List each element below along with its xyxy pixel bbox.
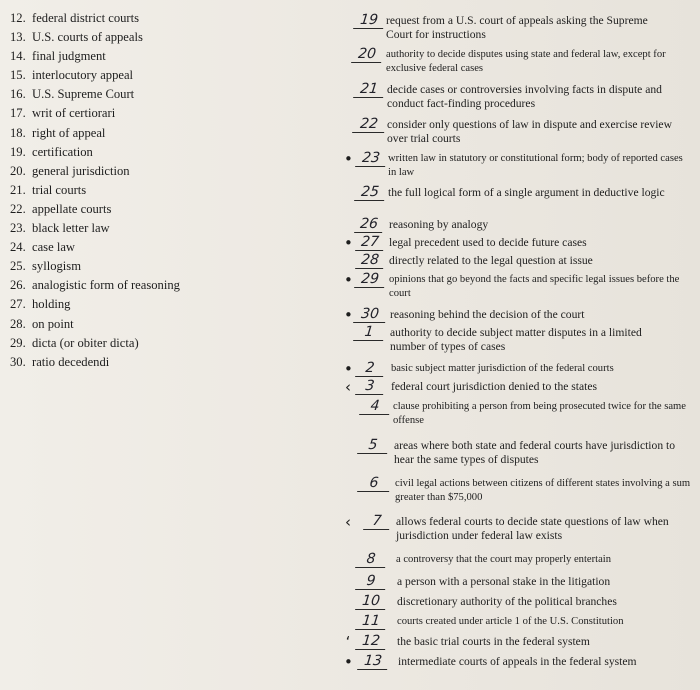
definition-text: written law in statutory or constitutional form; body of reported cases in law (388, 153, 683, 178)
term-label: dicta (or obiter dicta) (32, 335, 139, 350)
term-number: 20. (10, 163, 26, 178)
terms-list (10, 9, 230, 372)
term-number: 16. (10, 87, 26, 102)
handwritten-answer: 3 (355, 378, 385, 395)
term-item (10, 66, 230, 85)
definition-text: legal precedent used to decide future cases (389, 236, 587, 249)
margin-mark: • (344, 306, 353, 324)
term-number: 28. (10, 316, 26, 331)
term-number: 17. (10, 106, 26, 121)
term-item (10, 334, 230, 353)
term-number: 30. (10, 354, 26, 369)
definition-text: reasoning by analogy (389, 218, 489, 231)
handwritten-answer: 25 (354, 184, 386, 201)
handwritten-answer: 20 (351, 46, 383, 63)
term-label: U.S. Supreme Court (32, 87, 135, 102)
term-number: 29. (10, 335, 26, 350)
term-label: on point (32, 316, 74, 331)
term-item (10, 295, 230, 314)
term-label: analogistic form of reasoning (32, 278, 180, 293)
definition-text: the full logical form of a single argument in deductive logic (388, 186, 665, 199)
term-number: 13. (10, 30, 26, 45)
definition-text: a person with a personal stake in the litigation (397, 575, 611, 588)
term-label: ratio decedendi (32, 354, 110, 369)
definition-text: federal court jurisdiction denied to the states (391, 380, 598, 393)
handwritten-answer: 29 (354, 271, 386, 288)
handwritten-answer: 11 (355, 613, 387, 630)
term-item (10, 353, 230, 372)
term-item (10, 28, 230, 47)
margin-mark: ‹ (345, 513, 351, 531)
term-item (10, 143, 230, 162)
term-label: holding (32, 297, 71, 312)
handwritten-answer: 19 (353, 12, 385, 29)
term-label: interlocutory appeal (32, 68, 134, 83)
term-number: 21. (10, 182, 26, 197)
definition-text: reasoning behind the decision of the court (390, 308, 585, 321)
handwritten-answer: 9 (355, 573, 387, 590)
margin-mark: • (344, 360, 353, 378)
term-label: appellate courts (32, 201, 112, 216)
term-item (10, 181, 230, 200)
handwritten-answer: 26 (354, 216, 384, 233)
definition-text: courts created under article 1 of the U.S. Constitution (397, 616, 624, 627)
definition-text: civil legal actions between citizens of different states involving a sum greater than $75,000 (395, 478, 691, 503)
handwritten-answer: 1 (353, 324, 385, 341)
term-item (10, 238, 230, 257)
term-item (10, 9, 230, 28)
handwritten-answer: 13 (357, 653, 389, 670)
handwritten-answer: 22 (352, 116, 386, 133)
margin-mark: ‘ (345, 633, 351, 651)
definition-text: authority to decide disputes using state and federal law, except for exclusive federal cases (386, 49, 666, 74)
term-number: 23. (10, 221, 26, 236)
term-item (10, 315, 230, 334)
definition-text: clause prohibiting a person from being prosecuted twice for the same offense (393, 401, 686, 426)
definition-text: allows federal courts to decide state questions of law when jurisdiction under federal law exists (396, 515, 669, 542)
handwritten-answer: 12 (355, 633, 387, 650)
handwritten-answer: 2 (355, 360, 385, 377)
margin-mark: • (344, 271, 353, 289)
term-label: general jurisdiction (32, 163, 130, 178)
definition-text: intermediate courts of appeals in the federal system (398, 655, 637, 668)
term-label: syllogism (32, 259, 81, 274)
term-number: 12. (10, 11, 26, 25)
term-number: 14. (10, 49, 26, 64)
term-number: 18. (10, 125, 26, 140)
term-number: 22. (10, 201, 26, 216)
handwritten-answer: 23 (355, 150, 387, 167)
handwritten-answer: 21 (353, 81, 385, 98)
term-number: 25. (10, 259, 26, 274)
definition-text: basic subject matter jurisdiction of the federal courts (391, 363, 614, 374)
term-item (10, 276, 230, 295)
definition-text: decide cases or controversies involving facts in dispute and conduct fact-finding procedures (387, 83, 662, 110)
margin-mark: • (344, 150, 353, 168)
handwritten-answer: 8 (355, 551, 387, 568)
term-number: 26. (10, 278, 26, 293)
term-item (10, 124, 230, 143)
handwritten-answer: 27 (355, 234, 385, 251)
definition-text: authority to decide subject matter disputes in a limited number of types of cases (390, 326, 642, 353)
margin-mark: ‹ (345, 378, 351, 396)
handwritten-answer: 5 (357, 437, 389, 454)
definition-text: consider only questions of law in dispute and exercise review over trial courts (387, 118, 672, 145)
handwritten-answer: 7 (363, 513, 391, 530)
definition-text: areas where both state and federal courts have jurisdiction to hear the same types of disputes (394, 439, 676, 466)
definition-text: a controversy that the court may properly entertain (396, 554, 612, 565)
term-label: black letter law (32, 221, 110, 236)
term-item (10, 257, 230, 276)
definition-text: discretionary authority of the political branches (397, 595, 617, 608)
term-number: 27. (10, 297, 26, 312)
term-item (10, 85, 230, 104)
term-label: final judgment (32, 49, 106, 64)
term-label: right of appeal (32, 125, 106, 140)
handwritten-answer: 6 (357, 475, 391, 492)
term-label: U.S. courts of appeals (32, 30, 143, 45)
term-item (10, 47, 230, 66)
term-number: 19. (10, 144, 26, 159)
term-number: 15. (10, 68, 26, 83)
definition-text: request from a U.S. court of appeals asking the Supreme Court for instructions (386, 14, 648, 41)
definition-text: directly related to the legal question at issue (389, 254, 593, 267)
term-label: case law (32, 240, 76, 255)
term-label: trial courts (32, 182, 87, 197)
handwritten-answer: 10 (355, 593, 387, 610)
term-label: certification (32, 144, 93, 159)
term-item (10, 162, 230, 181)
term-item (10, 104, 230, 123)
definition-text: opinions that go beyond the facts and specific legal issues before the court (389, 274, 680, 299)
margin-mark: • (344, 653, 353, 671)
term-number: 24. (10, 240, 26, 255)
term-item (10, 219, 230, 238)
term-label: writ of certiorari (32, 106, 116, 121)
handwritten-answer: 30 (353, 306, 387, 323)
handwritten-answer: 28 (355, 252, 385, 269)
handwritten-answer: 4 (359, 398, 391, 415)
term-item (10, 200, 230, 219)
margin-mark: • (344, 234, 353, 252)
definition-text: the basic trial courts in the federal system (397, 635, 590, 648)
term-label: federal district courts (32, 11, 140, 25)
